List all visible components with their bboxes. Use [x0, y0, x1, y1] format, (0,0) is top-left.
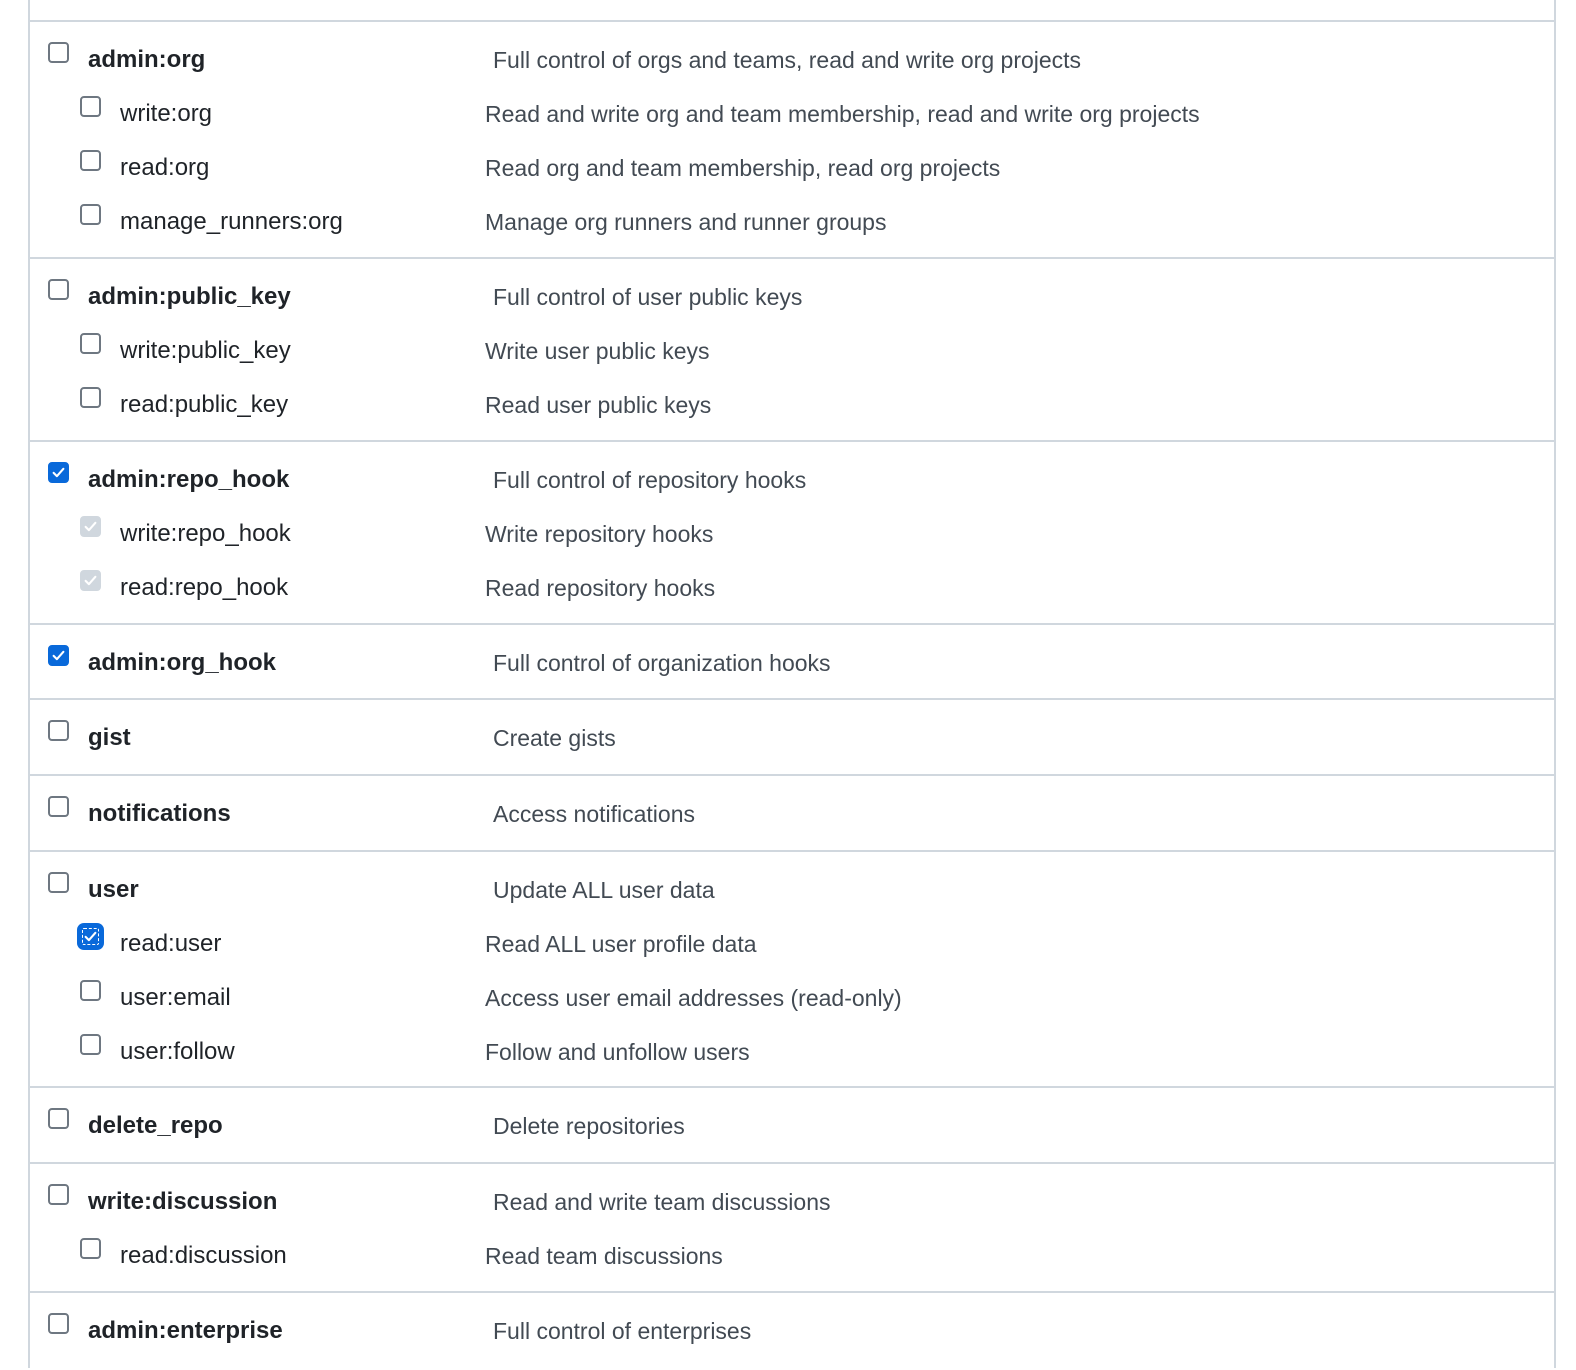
- scope-checkbox[interactable]: [48, 645, 69, 666]
- scope-checkbox[interactable]: [80, 1034, 101, 1055]
- scope-checkbox[interactable]: [48, 1108, 69, 1129]
- scope-checkbox[interactable]: [80, 516, 101, 537]
- scope-checkbox[interactable]: [80, 150, 101, 171]
- scope-row: [30, 700, 1554, 754]
- scope-checkbox[interactable]: [80, 570, 101, 591]
- subscope-row: [30, 184, 1554, 238]
- scope-name[interactable]: write:discussion: [88, 1188, 278, 1215]
- scope-name[interactable]: read:discussion: [120, 1242, 287, 1269]
- scope-name[interactable]: write:repo_hook: [120, 520, 291, 547]
- scope-row: [30, 259, 1554, 313]
- scope-checkbox[interactable]: [80, 926, 101, 947]
- scope-row: [30, 22, 1554, 76]
- scope-description: Read and write org and team membership, read and write org projects: [485, 101, 1200, 127]
- check-icon: [84, 930, 97, 943]
- scope-checkbox[interactable]: [80, 980, 101, 1001]
- scope-description: Follow and unfollow users: [485, 1039, 750, 1065]
- scope-description: Read and write team discussions: [493, 1189, 831, 1215]
- scope-description: Read user public keys: [485, 392, 712, 418]
- scope-checkbox[interactable]: [48, 279, 69, 300]
- subscope-row: [30, 130, 1554, 184]
- subscope-row: [30, 1014, 1554, 1068]
- scope-row: [30, 442, 1554, 496]
- scope-row: [30, 1293, 1554, 1347]
- scopes-list: [28, 0, 1556, 1368]
- scope-description: Access user email addresses (read-only): [485, 985, 902, 1011]
- scope-group: [30, 850, 1554, 1088]
- scope-row: [30, 625, 1554, 679]
- subscope-row: [30, 313, 1554, 367]
- scope-group: [30, 698, 1554, 776]
- scope-description: Access notifications: [493, 801, 695, 827]
- scope-checkbox[interactable]: [48, 462, 69, 483]
- scope-name[interactable]: admin:public_key: [88, 283, 291, 310]
- scope-description: Write repository hooks: [485, 521, 714, 547]
- scope-name[interactable]: admin:repo_hook: [88, 466, 290, 493]
- scope-description: Delete repositories: [493, 1113, 685, 1139]
- subscope-row: [30, 960, 1554, 1014]
- scope-checkbox[interactable]: [48, 720, 69, 741]
- scope-description: Read team discussions: [485, 1243, 723, 1269]
- scope-name[interactable]: delete_repo: [88, 1112, 223, 1139]
- scope-name[interactable]: admin:org: [88, 46, 206, 73]
- scope-description: Full control of orgs and teams, read and write org projects: [493, 47, 1082, 73]
- subscope-row: [30, 1218, 1554, 1272]
- scope-name[interactable]: manage_runners:org: [120, 208, 343, 235]
- scope-checkbox[interactable]: [80, 1238, 101, 1259]
- scope-checkbox[interactable]: [80, 387, 101, 408]
- scope-name[interactable]: admin:org_hook: [88, 649, 277, 676]
- scope-name[interactable]: admin:enterprise: [88, 1317, 283, 1344]
- scope-row: [30, 1088, 1554, 1142]
- check-icon: [52, 466, 65, 479]
- scope-description: Read ALL user profile data: [485, 931, 757, 957]
- scope-name[interactable]: user:follow: [120, 1038, 235, 1065]
- scope-group: [30, 440, 1554, 625]
- scope-group: [30, 774, 1554, 852]
- scope-group: [30, 1162, 1554, 1293]
- scope-description: Full control of enterprises: [493, 1318, 752, 1344]
- check-icon: [84, 574, 97, 587]
- scope-checkbox[interactable]: [48, 42, 69, 63]
- scope-group: [30, 1086, 1554, 1164]
- scope-checkbox[interactable]: [48, 1184, 69, 1205]
- scope-name[interactable]: read:org: [120, 154, 210, 181]
- scope-name[interactable]: user:email: [120, 984, 231, 1011]
- scope-description: Full control of repository hooks: [493, 467, 807, 493]
- subscope-row: [30, 496, 1554, 550]
- check-icon: [84, 520, 97, 533]
- scope-description: Write user public keys: [485, 338, 710, 364]
- scope-row: [30, 852, 1554, 906]
- scope-group: [30, 257, 1554, 442]
- scope-name[interactable]: read:user: [120, 930, 222, 957]
- scope-name[interactable]: notifications: [88, 800, 231, 827]
- scope-description: Full control of user public keys: [493, 284, 803, 310]
- scope-row: [30, 776, 1554, 830]
- scope-name[interactable]: write:public_key: [120, 337, 291, 364]
- scope-description: Full control of organization hooks: [493, 650, 831, 676]
- scope-checkbox[interactable]: [80, 96, 101, 117]
- scope-description: Read repository hooks: [485, 575, 716, 601]
- scope-name[interactable]: read:repo_hook: [120, 574, 289, 601]
- scope-name[interactable]: read:public_key: [120, 391, 289, 418]
- scope-group: [30, 623, 1554, 700]
- scope-group: [30, 1291, 1554, 1370]
- scope-name[interactable]: gist: [88, 724, 131, 751]
- scope-checkbox[interactable]: [80, 333, 101, 354]
- scope-name[interactable]: write:org: [120, 100, 213, 127]
- scope-checkbox[interactable]: [80, 204, 101, 225]
- subscope-row: [30, 76, 1554, 130]
- scope-row: [30, 1164, 1554, 1218]
- subscope-row: [30, 550, 1554, 604]
- scope-checkbox[interactable]: [48, 1313, 69, 1334]
- scope-group: [30, 20, 1554, 259]
- scope-description: Manage org runners and runner groups: [485, 209, 887, 235]
- subscope-row: [30, 906, 1554, 960]
- subscope-row: [30, 367, 1554, 421]
- scope-checkbox[interactable]: [48, 872, 69, 893]
- scope-description: Read org and team membership, read org projects: [485, 155, 1001, 181]
- scope-name[interactable]: user: [88, 876, 139, 903]
- scope-description: Create gists: [493, 725, 616, 751]
- scope-checkbox[interactable]: [48, 796, 69, 817]
- check-icon: [52, 649, 65, 662]
- scope-description: Update ALL user data: [493, 877, 715, 903]
